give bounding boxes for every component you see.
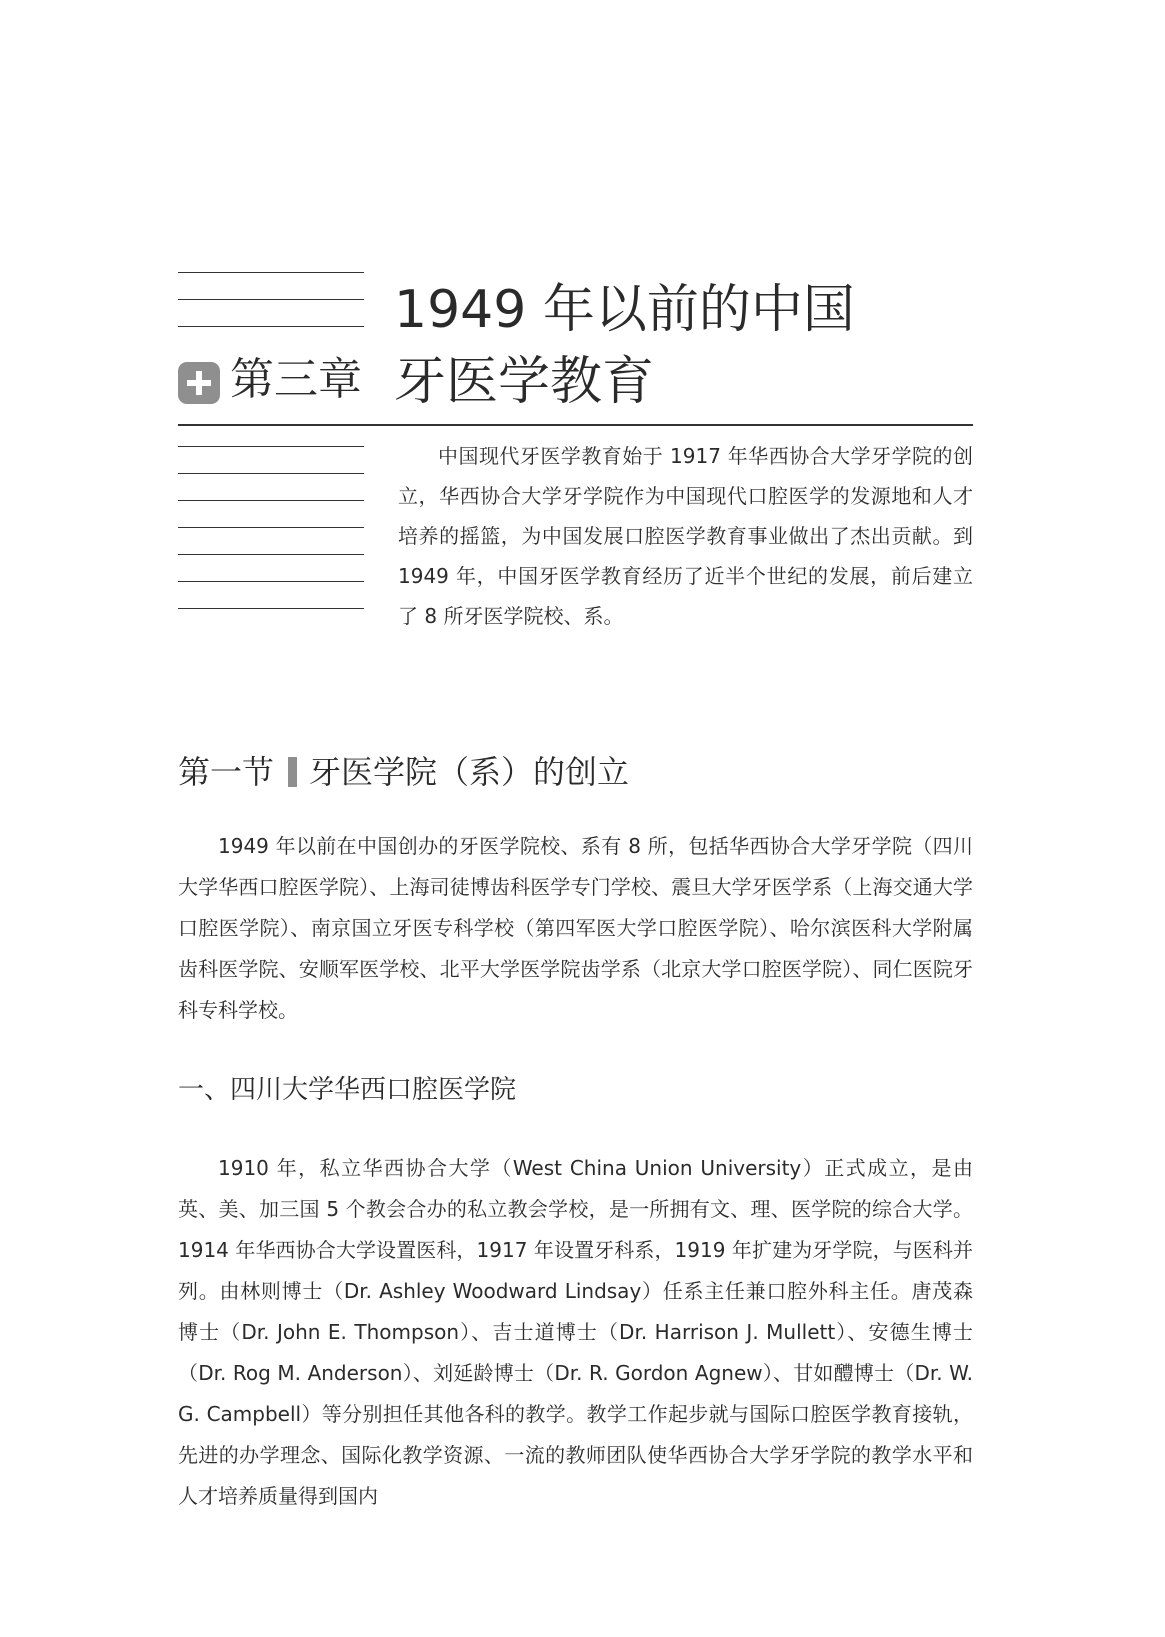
section-divider-bar xyxy=(288,757,297,787)
chapter-intro: 中国现代牙医学教育始于 1917 年华西协合大学牙学院的创立，华西协合大学牙学院作为中国现代口腔医学的发源地和人才培养的摇篮，为中国发展口腔医学教育事业做出了杰出贡献。到 1949 年，中国牙医学教育经历了近半个世纪的发展，前后建立了 8 所牙医学院校、系。 xyxy=(398,444,973,628)
chapter-title xyxy=(394,274,855,418)
decorative-rule xyxy=(178,608,364,609)
section-title: 牙医学院（系）的创立 xyxy=(309,753,630,791)
subsection-heading: 一、四川大学华西口腔医学院 xyxy=(178,1075,517,1105)
section-heading xyxy=(178,748,629,792)
section-number: 第一节 xyxy=(178,753,275,791)
plus-icon xyxy=(178,362,220,404)
decorative-rule xyxy=(178,326,364,327)
chapter-title-line-1: 1949 年以前的中国 xyxy=(394,280,855,340)
section-paragraph: 1949 年以前在中国创办的牙医学院校、系有 8 所，包括华西协合大学牙学院（四川大学华西口腔医学院）、上海司徒博齿科医学专门学校、震旦大学牙医学系（上海交通大学口腔医学院）、南京国立牙医专科学校（第四军医大学口腔医学院）、哈尔滨医科大学附属齿科医学院、安顺军医学校、北平大学医学院齿学系（北京大学口腔医学院）、同仁医院牙科专科学校。 xyxy=(178,834,973,1022)
chapter-title-line-2: 牙医学教育 xyxy=(394,352,655,412)
chapter-label: 第三章 xyxy=(230,354,362,405)
decorative-rule xyxy=(178,527,364,528)
decorative-rule xyxy=(178,473,364,474)
decorative-rule xyxy=(178,581,364,582)
decorative-rule xyxy=(178,500,364,501)
decorative-rule xyxy=(178,446,364,447)
subsection-paragraph: 1910 年，私立华西协合大学（West China Union University）正式成立，是由英、美、加三国 5 个教会合办的私立教会学校，是一所拥有文、理、医学院的综合大学。1914 年华西协合大学设置医科，1917 年设置牙科系，1919 年扩建为牙学院，与医科并列。由林则博士（Dr. Ashley Woodward Lindsay）任系主任兼口腔外科主任。唐茂森博士（Dr. John E. Thompson）、吉士道博士（Dr. Harrison J. Mullett）、安德生博士（Dr. Rog M. Anderson）、刘延龄博士（Dr. R. Gordon Agnew）、甘如醴博士（Dr. W. G. Campbell）等分别担任其他各科的教学。教学工作起步就与国际口腔医学教育接轨，先进的办学理念、国际化教学资源、一流的教师团队使华西协合大学牙学院的教学水平和人才培养质量得到国内 xyxy=(178,1156,973,1508)
decorative-rule xyxy=(178,272,364,273)
header-rule xyxy=(178,424,973,426)
decorative-rule xyxy=(178,554,364,555)
decorative-rule xyxy=(178,299,364,300)
